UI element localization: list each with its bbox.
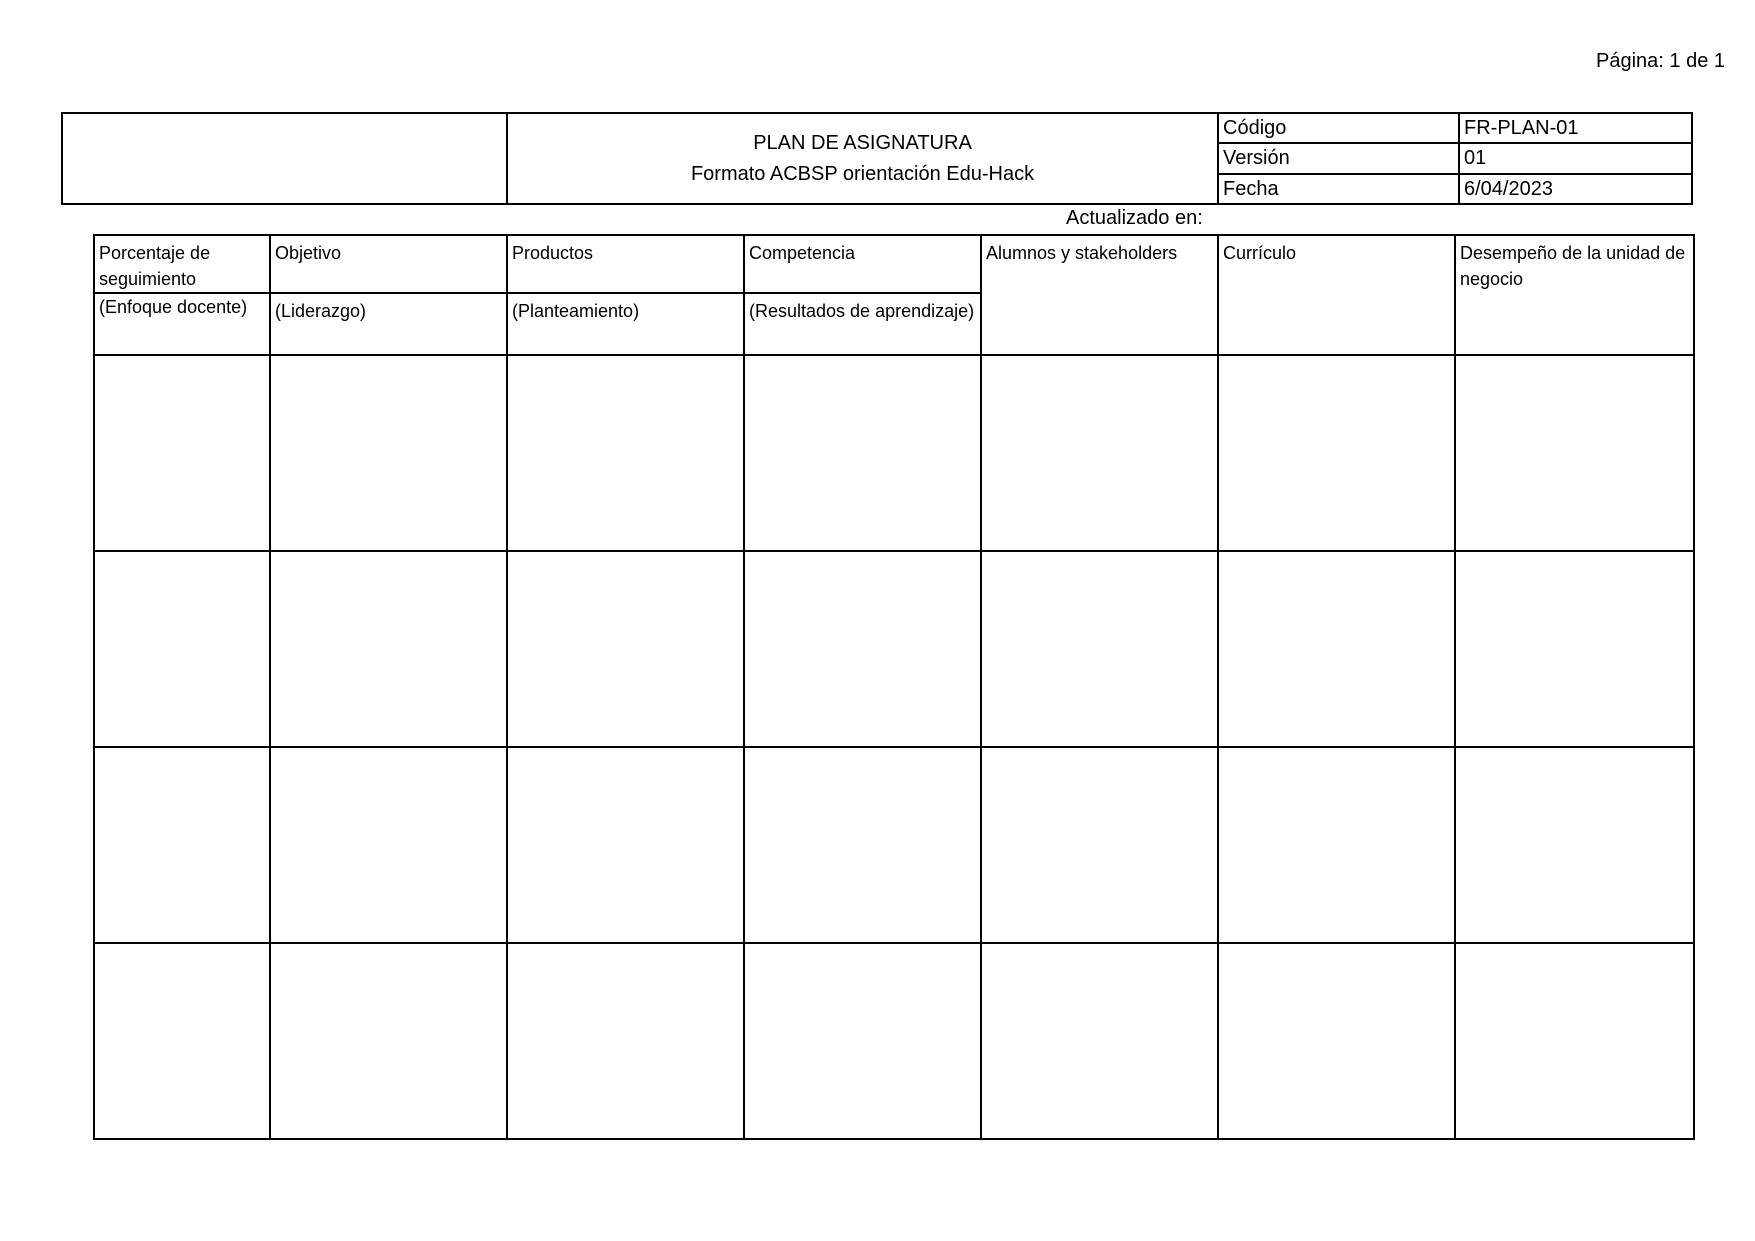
table-cell[interactable] <box>981 943 1218 1139</box>
table-cell[interactable] <box>507 551 744 747</box>
date-value: 6/04/2023 <box>1459 174 1692 204</box>
column-header-porcentaje: Porcentaje de seguimiento <box>94 235 270 293</box>
table-cell[interactable] <box>744 747 981 943</box>
table-cell[interactable] <box>981 355 1218 551</box>
updated-label: Actualizado en: <box>1066 207 1203 229</box>
logo-placeholder <box>62 113 507 204</box>
column-header-competencia: Competencia <box>744 235 981 293</box>
column-header-objetivo: Objetivo <box>270 235 507 293</box>
code-value: FR-PLAN-01 <box>1459 113 1692 143</box>
table-cell[interactable] <box>1455 943 1694 1139</box>
table-cell[interactable] <box>981 747 1218 943</box>
table-row <box>94 355 1694 551</box>
table-cell[interactable] <box>1218 551 1455 747</box>
table-row <box>94 747 1694 943</box>
table-cell[interactable] <box>1218 943 1455 1139</box>
table-cell[interactable] <box>270 943 507 1139</box>
column-subheader-liderazgo: (Liderazgo) <box>270 293 507 355</box>
version-label: Versión <box>1218 143 1459 173</box>
document-title-block <box>507 113 1218 204</box>
table-cell[interactable] <box>1218 355 1455 551</box>
table-cell[interactable] <box>270 551 507 747</box>
table-cell[interactable] <box>270 355 507 551</box>
column-header-desempeno: Desempeño de la unidad de negocio <box>1455 235 1694 355</box>
column-header-productos: Productos <box>507 235 744 293</box>
table-cell[interactable] <box>94 551 270 747</box>
page-number: Página: 1 de 1 <box>1596 50 1725 72</box>
document-title: PLAN DE ASIGNATURA <box>753 131 972 154</box>
table-cell[interactable] <box>1218 747 1455 943</box>
table-cell[interactable] <box>1455 551 1694 747</box>
table-row <box>94 943 1694 1139</box>
code-label: Código <box>1218 113 1459 143</box>
table-cell[interactable] <box>981 551 1218 747</box>
column-header-alumnos: Alumnos y stakeholders <box>981 235 1218 355</box>
document-subtitle: Formato ACBSP orientación Edu-Hack <box>690 162 1035 185</box>
table-cell[interactable] <box>94 747 270 943</box>
table-cell[interactable] <box>94 943 270 1139</box>
table-cell[interactable] <box>507 943 744 1139</box>
table-row <box>94 551 1694 747</box>
table-cell[interactable] <box>507 747 744 943</box>
column-subheader-planteamiento: (Planteamiento) <box>507 293 744 355</box>
column-subheader-resultados: (Resultados de aprendizaje) <box>744 293 981 355</box>
table-cell[interactable] <box>744 551 981 747</box>
table-cell[interactable] <box>270 747 507 943</box>
version-value: 01 <box>1459 143 1692 173</box>
table-cell[interactable] <box>94 355 270 551</box>
date-label: Fecha <box>1218 174 1459 204</box>
table-cell[interactable] <box>507 355 744 551</box>
document-header <box>61 112 1693 205</box>
column-header-curriculo: Currículo <box>1218 235 1455 355</box>
table-cell[interactable] <box>744 943 981 1139</box>
column-subheader-enfoque: (Enfoque docente) <box>94 293 270 355</box>
plan-table <box>93 234 1695 1140</box>
table-cell[interactable] <box>1455 355 1694 551</box>
table-cell[interactable] <box>744 355 981 551</box>
table-cell[interactable] <box>1455 747 1694 943</box>
